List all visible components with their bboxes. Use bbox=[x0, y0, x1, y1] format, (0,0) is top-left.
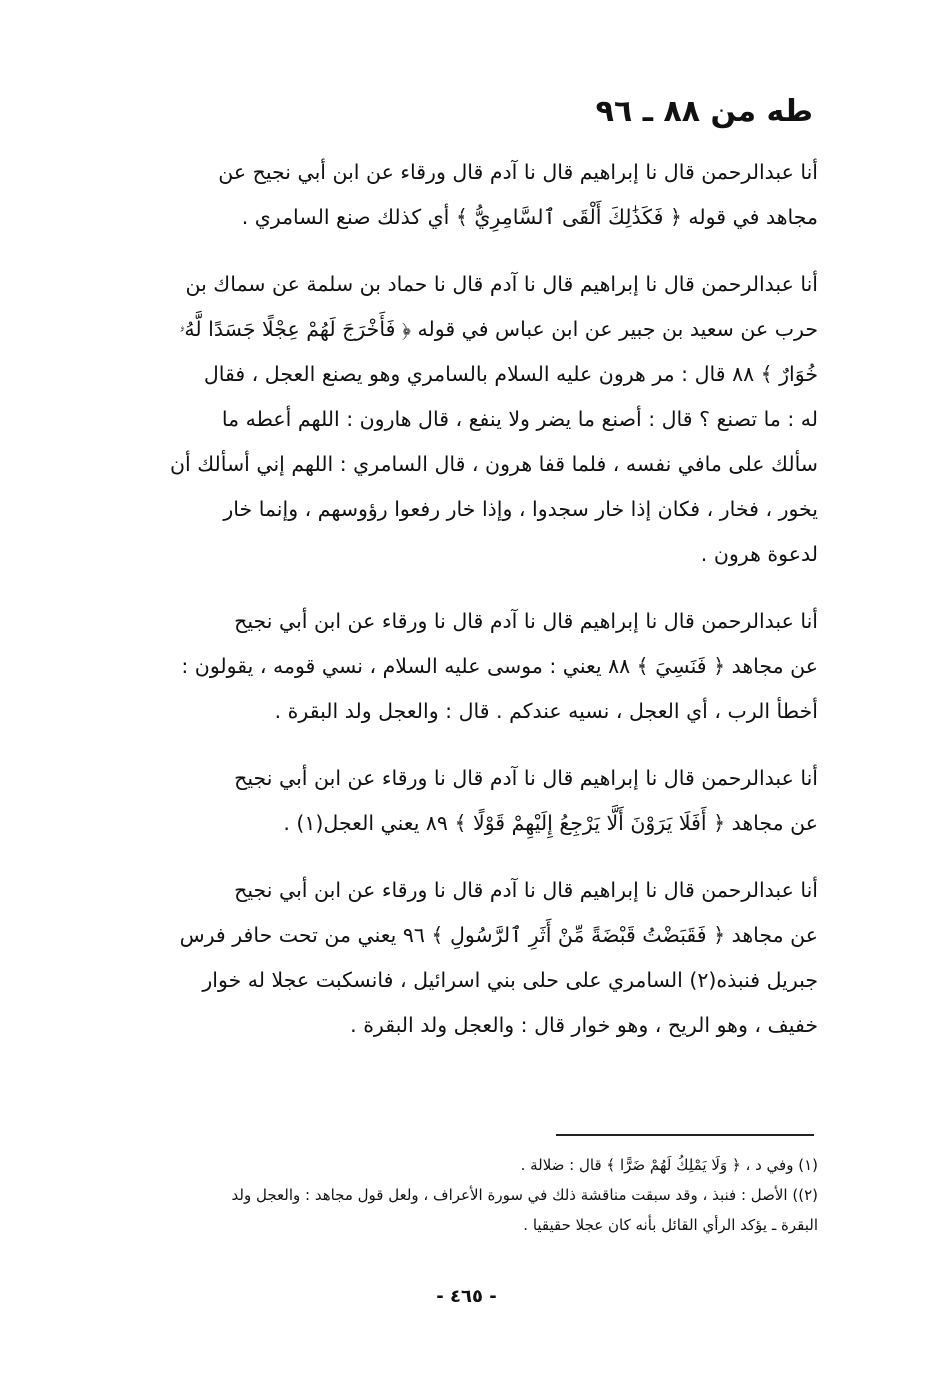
text-line: خُوَارٌ ﴾ ٨٨ قال : مر هرون عليه السلام بالسامري وهو يصنع العجل ، فقال bbox=[203, 362, 818, 386]
text-line: أنا عبدالرحمن قال نا إبراهيم قال نا آدم قال نا ورقاء عن ابن أبي نجيح bbox=[234, 878, 818, 902]
page-heading: طه من ٨٨ ـ ٩٦ bbox=[595, 94, 813, 129]
text-line: حرب عن سعيد بن جبير عن ابن عباس في قوله ﴿ فَأَخْرَجَ لَهُمْ عِجْلًا جَسَدًا لَّهُۥ bbox=[179, 317, 818, 341]
page-number: - ٤٦٥ - bbox=[436, 1286, 497, 1307]
footnote-line: (٢)) الأصل : فنبذ ، وقد سبقت مناقشة ذلك في سورة الأعراف ، ولعل قول مجاهد : والعجل ولد bbox=[231, 1186, 818, 1204]
text-line: أنا عبدالرحمن قال نا إبراهيم قال نا آدم قال نا ورقاء عن ابن أبي نجيح bbox=[234, 766, 818, 790]
footnote-separator bbox=[556, 1134, 814, 1136]
paragraph-2 bbox=[125, 262, 818, 577]
main-text bbox=[125, 150, 818, 1070]
text-line: له : ما تصنع ؟ قال : أصنع ما يضر ولا ينفع ، قال هارون : اللهم أعطه ما bbox=[221, 407, 818, 431]
footnote-line: (١) وفي د ، ﴿ وَلَا يَمْلِكُ لَهُمْ ضَرًّا ﴾ قال : ضلالة . bbox=[520, 1156, 818, 1174]
footnotes bbox=[125, 1150, 818, 1240]
text-line: عن مجاهد ﴿ أَفَلَا يَرَوْنَ أَلَّا يَرْجِعُ إِلَيْهِمْ قَوْلًا ﴾ ٨٩ يعني العجل(١) . bbox=[283, 811, 818, 835]
text-line: أنا عبدالرحمن قال نا إبراهيم قال نا آدم قال ورقاء عن ابن أبي نجيح عن bbox=[218, 160, 818, 184]
paragraph-3 bbox=[125, 599, 818, 734]
text-line: عن مجاهد ﴿ فَنَسِيَ ﴾ ٨٨ يعني : موسى عليه السلام ، نسي قومه ، يقولون : bbox=[181, 654, 818, 678]
paragraph-4 bbox=[125, 756, 818, 846]
text-line: جبريل فنبذه(٢) السامري على حلى بني اسرائيل ، فانسكبت عجلا له خوار bbox=[202, 968, 818, 992]
paragraph-1 bbox=[125, 150, 818, 240]
text-line: أنا عبدالرحمن قال نا إبراهيم قال نا آدم قال نا حماد بن سلمة عن سماك بن bbox=[185, 272, 818, 296]
text-line: خفيف ، وهو الريح ، وهو خوار قال : والعجل ولد البقرة . bbox=[350, 1013, 818, 1037]
text-line: أنا عبدالرحمن قال نا إبراهيم قال نا آدم قال نا ورقاء عن ابن أبي نجيح bbox=[234, 609, 818, 633]
text-line: يخور ، فخار ، فكان إذا خار سجدوا ، وإذا خار رفعوا رؤوسهم ، وإنما خار bbox=[223, 497, 818, 521]
text-line: سألك على مافي نفسه ، فلما قفا هرون ، قال السامري : اللهم إني أسألك أن bbox=[169, 452, 818, 476]
text-line: أخطأ الرب ، أي العجل ، نسيه عندكم . قال : والعجل ولد البقرة . bbox=[274, 699, 818, 723]
paragraph-5 bbox=[125, 868, 818, 1048]
text-line: عن مجاهد ﴿ فَقَبَضْتُ قَبْضَةً مِّنْ أَثَرِ ٱلرَّسُولِ ﴾ ٩٦ يعني من تحت حافر فرس bbox=[179, 923, 818, 947]
text-line: مجاهد في قوله ﴿ فَكَذَٰلِكَ أَلْقَى ٱلسَّامِرِيُّ ﴾ أي كذلك صنع السامري . bbox=[241, 205, 818, 229]
text-line: لدعوة هرون . bbox=[700, 542, 818, 566]
footnote-line: البقرة ـ يؤكد الرأي القائل بأنه كان عجلا حقيقيا . bbox=[523, 1216, 818, 1234]
